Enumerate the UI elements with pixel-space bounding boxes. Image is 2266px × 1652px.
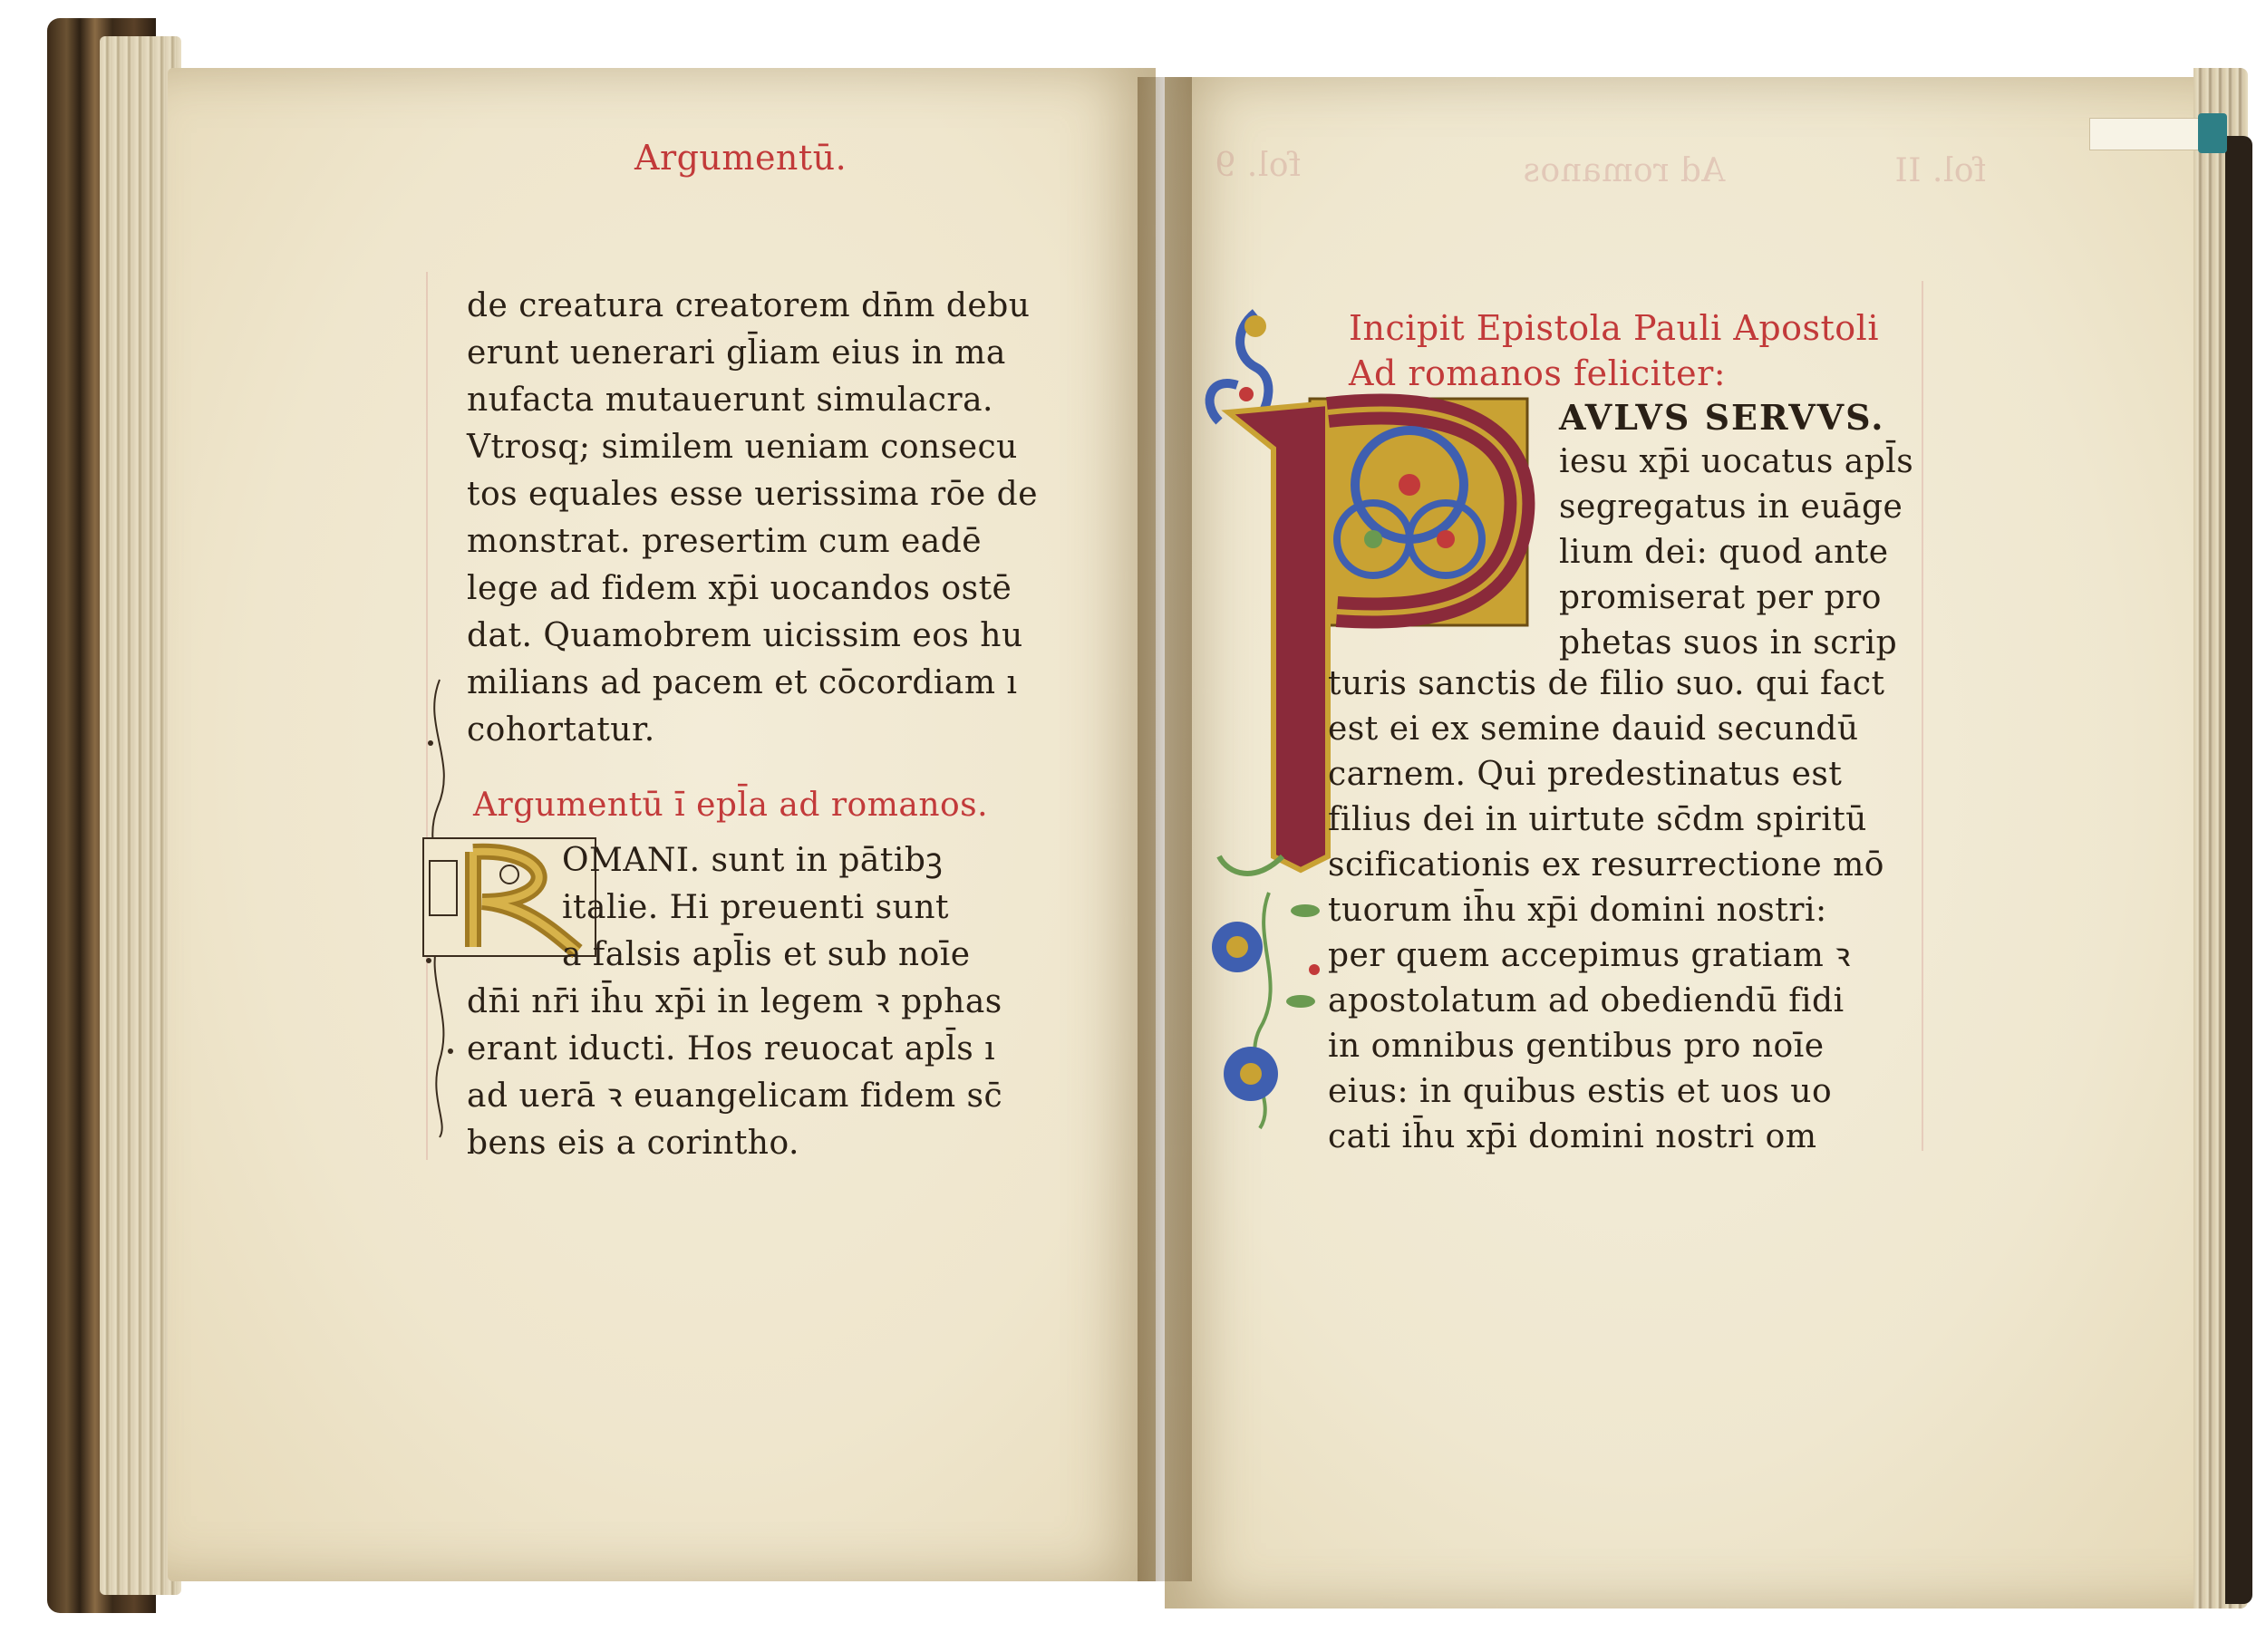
right-binding xyxy=(2225,136,2252,1604)
incipit-line: Ad romanos feliciter: xyxy=(1349,353,1727,393)
floral-border xyxy=(1196,884,1341,1137)
body-line: italie. Hi preuenti sunt xyxy=(562,889,949,926)
text-line: dat. Quamobrem uicissim eos hu xyxy=(467,617,1023,654)
tab-knob xyxy=(2198,113,2227,153)
running-head: Argumentū. xyxy=(634,138,847,178)
body-line: ad uerā ꝛ euangelicam fidem sc̄ xyxy=(467,1077,1003,1115)
text-line: promiserat per pro xyxy=(1559,579,1882,616)
text-line: monstrat. presertim cum eadē xyxy=(467,523,983,560)
text-line: de creatura creatorem dn̄m debu xyxy=(467,287,1031,324)
body-line: erant iducti. Hos reuocat apl̄s ı xyxy=(467,1030,996,1068)
text-line: erunt uenerari gl̄iam eius in ma xyxy=(467,334,1006,372)
first-line-capitals: AVLVS SERVVS. xyxy=(1559,397,1885,438)
text-line: tuorum ih̄u xp̄i domini nostri: xyxy=(1328,892,1827,929)
text-line: tos equales esse uerissima rōe de xyxy=(467,476,1038,513)
text-line: nufacta mutauerunt simulacra. xyxy=(467,382,993,419)
text-line: Vtrosq; similem ueniam consecu xyxy=(467,429,1018,466)
text-line: milians ad pacem et cōcordiam ı xyxy=(467,664,1018,701)
text-line: cohortatur. xyxy=(467,711,655,749)
page-tab-marker xyxy=(2089,118,2200,150)
text-line: cati ih̄u xp̄i domini nostri om xyxy=(1328,1118,1817,1155)
section-heading: Argumentū ı̄ epl̄a ad romanos. xyxy=(473,787,989,824)
body-line: dn̄i nr̄i ih̄u xp̄i in legem ꝛ pphas xyxy=(467,983,1002,1020)
text-line: lium dei: quod ante xyxy=(1559,534,1889,571)
text-line: filius dei in uirtute sc̄dm spiritū xyxy=(1328,801,1867,838)
text-line: apostolatum ad obediendū fidi xyxy=(1328,982,1845,1019)
text-line: per quem accepimus gratiam ꝛ xyxy=(1328,937,1851,974)
body-line: bens eis a corintho. xyxy=(467,1125,799,1162)
initial-letter-text xyxy=(1192,349,1193,350)
incipit-line: Incipit Epistola Pauli Apostoli xyxy=(1349,308,1879,348)
text-line: turis sanctis de filio suo. qui fact xyxy=(1328,665,1885,702)
text-line: est ei ex semine dauid secundū xyxy=(1328,710,1859,748)
body-line: OMANI. sunt in pātibꝫ xyxy=(562,842,944,879)
text-line: eius: in quibus estis et uos uo xyxy=(1328,1073,1833,1110)
text-line: carnem. Qui predestinatus est xyxy=(1328,756,1843,793)
text-line: iesu xp̄i uocatus apl̄s xyxy=(1559,443,1914,480)
bleed-through-folio: fol. II xyxy=(1894,152,1987,189)
gutter-shadow xyxy=(1138,77,1192,1581)
text-line: segregatus in euāge xyxy=(1559,488,1903,526)
bleed-through-folio: fol. 9 xyxy=(1215,147,1302,184)
bleed-through-running-head: Ad romanos xyxy=(1523,152,1726,189)
text-line: in omnibus gentibus pro noīe xyxy=(1328,1028,1825,1065)
initial-letter-text xyxy=(419,834,420,835)
text-line: phetas suos in scrip xyxy=(1559,624,1898,662)
text-line: lege ad fidem xp̄i uocandos ostē xyxy=(467,570,1012,607)
ruling-line xyxy=(1922,281,1923,1151)
body-line: a falsis apl̄is et sub noīe xyxy=(562,936,971,973)
text-line: scificationis ex resurrectione mō xyxy=(1328,846,1884,884)
